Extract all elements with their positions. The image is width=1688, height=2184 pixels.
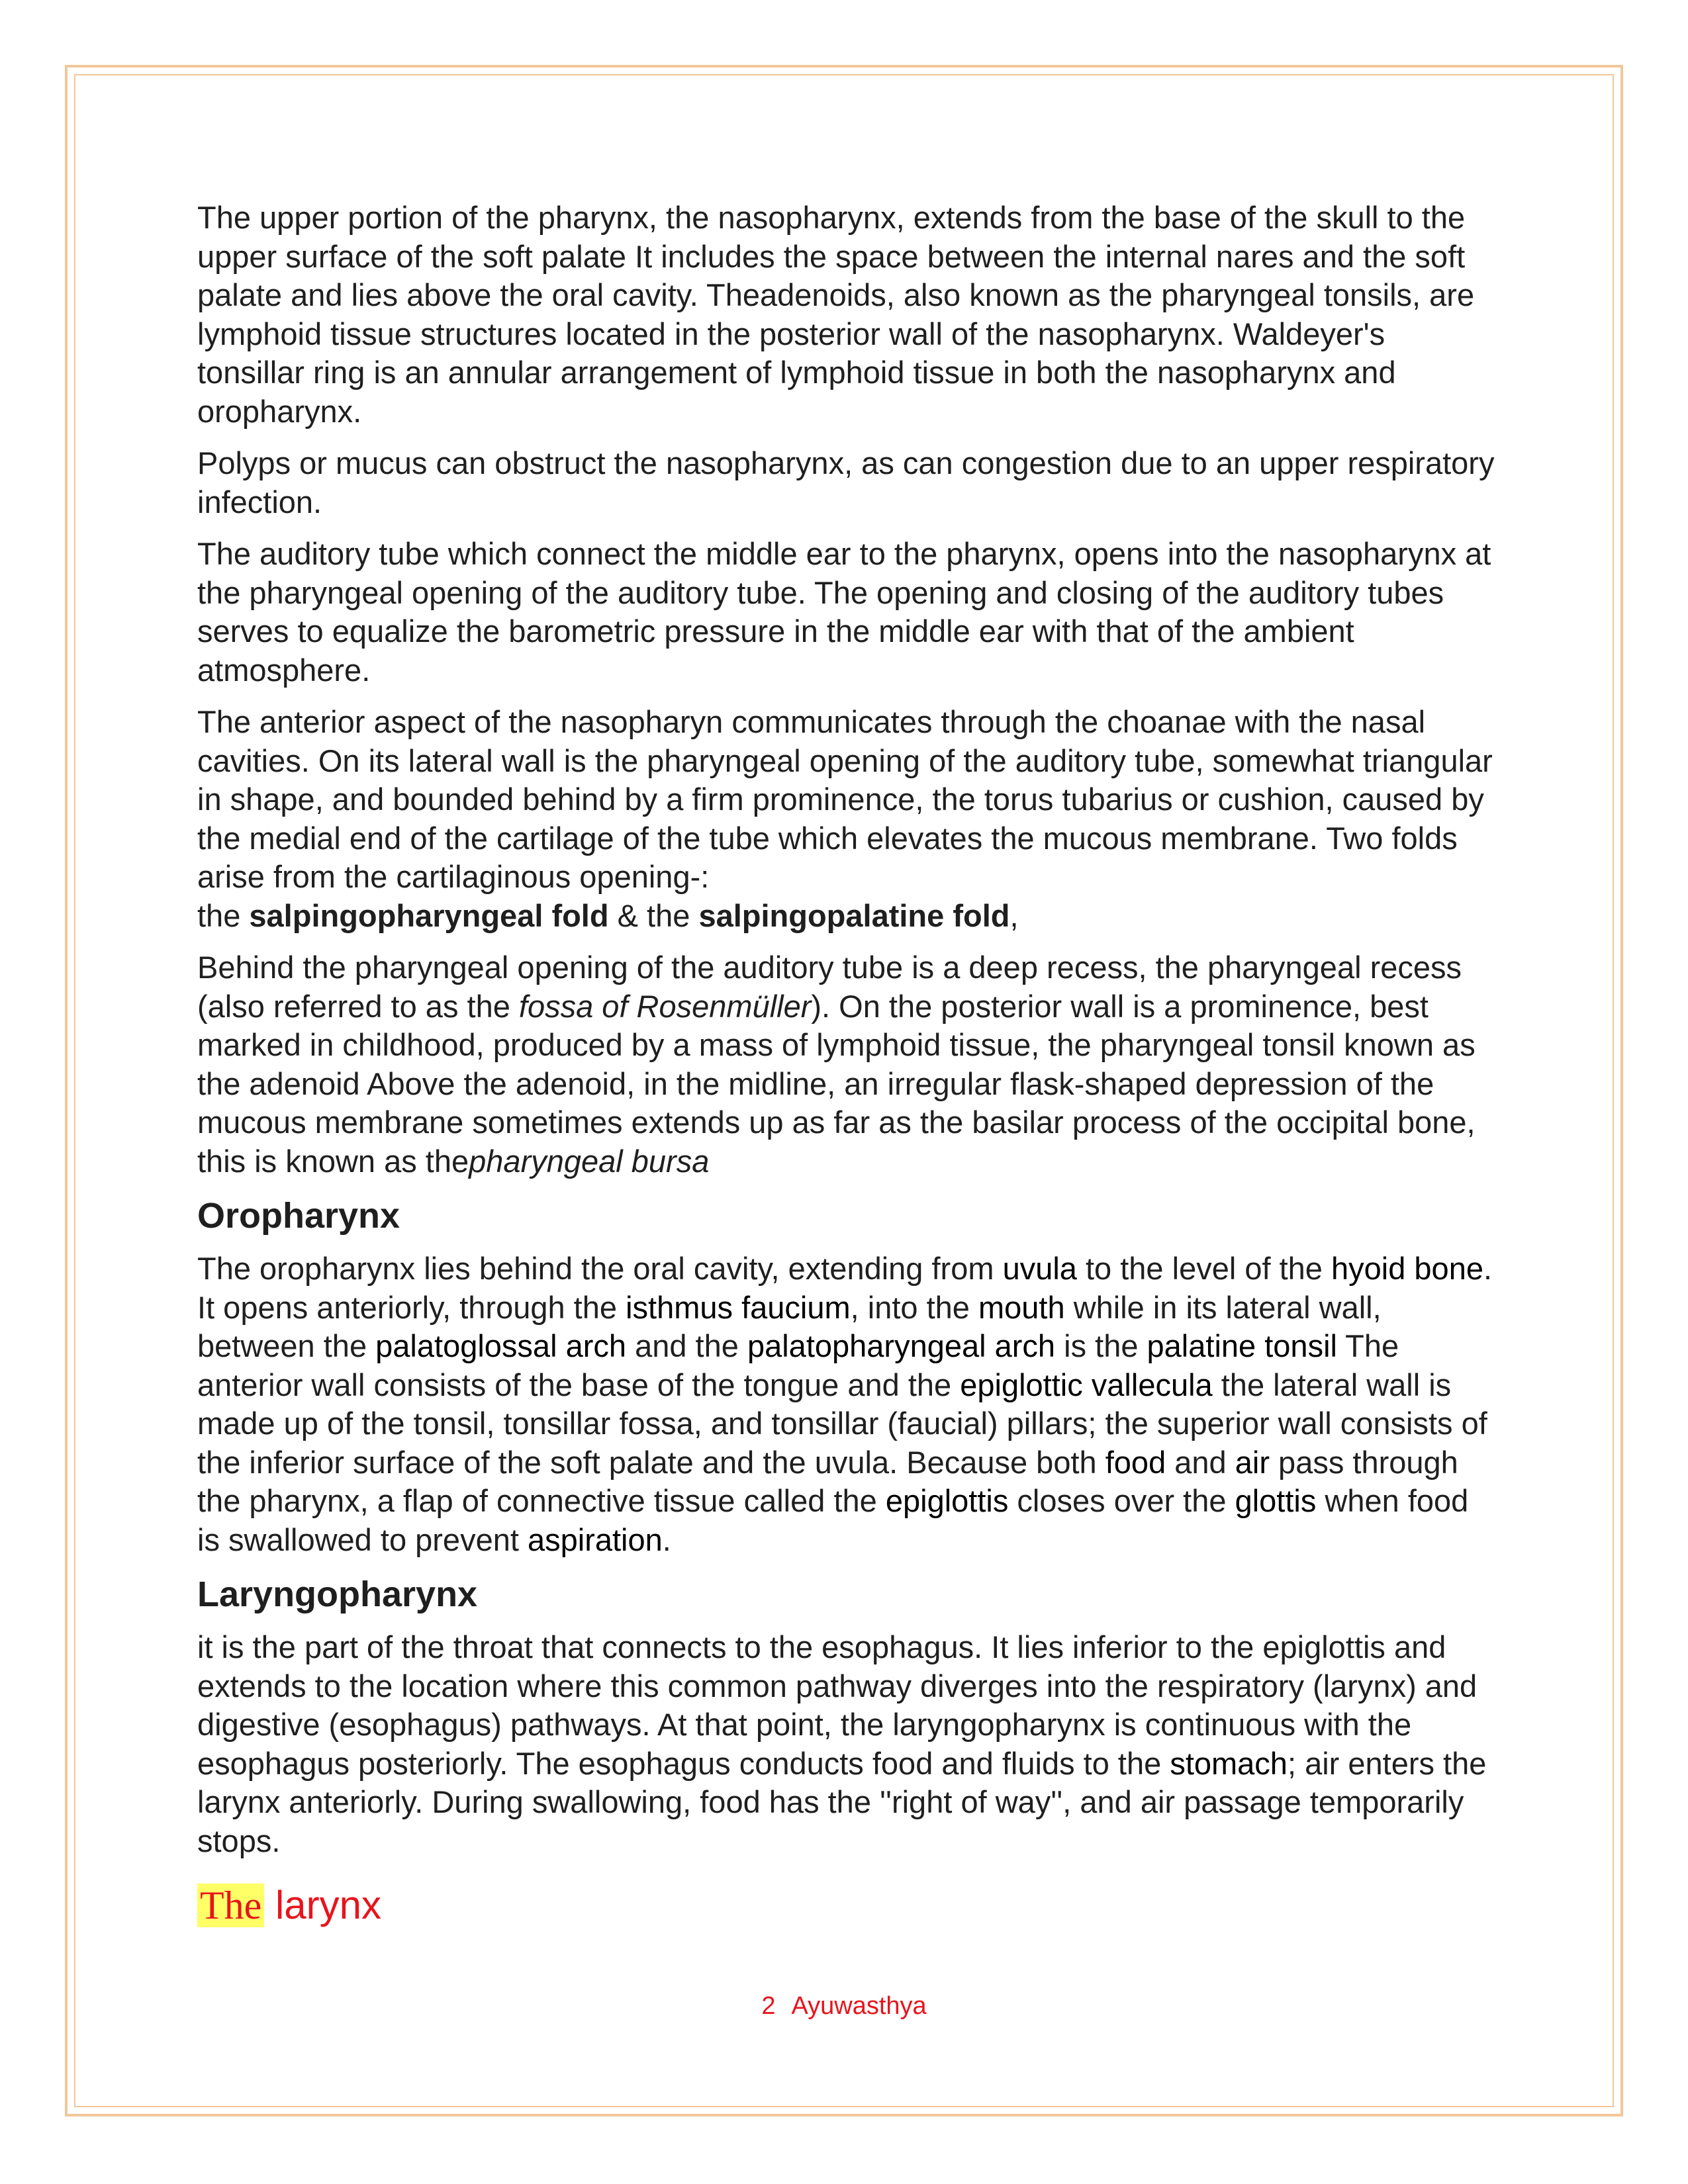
bold-term: salpingopharyngeal fold	[249, 897, 609, 933]
term: stomach	[1170, 1745, 1288, 1781]
term: mouth	[978, 1289, 1065, 1325]
term: air	[1235, 1444, 1270, 1480]
paragraph-text: it is the part of the throat that connects to the esophagus. It lies inferior to the epiglottis and extends to the location where this common pathway diverges into the respiratory (larynx) and digestive (esophagus) pathways. At that point, the laryngopharynx is continuous with the esophagus posteriorly. The esophagus conducts food and fluids to the	[197, 1629, 1477, 1781]
paragraph-text: ). On the posterior wall is a prominence, best marked in childhood, produced by a mass of lymphoid tissue, the pharyngeal tonsil known as the adenoid Above the adenoid, in the midline, an irregular flask-shaped depression of the mucous membrane sometimes extends up as far as the basilar process of the occipital bone, this is known as the	[197, 988, 1476, 1179]
heading-the-larynx	[197, 1880, 1495, 1931]
page-footer	[0, 1992, 1688, 2021]
italic-term: fossa of Rosenmüller	[518, 988, 812, 1024]
paragraph-text: The anterior aspect of the nasopharyn communicates through the choanae with the nasal cavities. On its lateral wall is the pharyngeal opening of the auditory tube, somewhat triangular in shape, and bounded behind by a firm prominence, the torus tubarius or cushion, caused by the medial end of the cartilage of the tube which elevates the mucous membrane. Two folds arise from the cartilaginous opening-:	[197, 704, 1493, 894]
term: isthmus faucium	[626, 1289, 851, 1325]
term: food	[1105, 1444, 1166, 1480]
paragraph-text: & the	[608, 897, 699, 933]
laryngopharynx-paragraph	[197, 1628, 1495, 1860]
oropharynx-paragraph	[197, 1250, 1495, 1559]
paragraph-text: The oropharynx lies behind the oral cavity, extending from	[197, 1251, 1003, 1286]
paragraph-text: .	[662, 1522, 671, 1557]
heading-oropharynx: Oropharynx	[197, 1196, 400, 1236]
paragraph-text: the	[197, 897, 250, 933]
term: palatopharyngeal arch	[747, 1328, 1056, 1363]
term: glottis	[1235, 1483, 1317, 1518]
term: epiglottis	[885, 1483, 1009, 1518]
nasopharynx-paragraph-1: The upper portion of the pharynx, the nasopharynx, extends from the base of the skull to the upper surface of the soft palate It includes the space between the internal nares and the soft palate and lies above the oral cavity. Theadenoids, also known as the pharyngeal tonsils, are lymphoid tissue structures located in the posterior wall of the nasopharynx. Waldeyer's tonsillar ring is an annular arrangement of lymphoid tissue in both the nasopharynx and oropharynx.	[197, 200, 1475, 429]
page-number: 2	[761, 1992, 776, 2020]
paragraph-text: The anterior wall consists of the base of the tongue and the	[197, 1328, 1399, 1402]
italic-term: pharyngeal bursa	[469, 1143, 710, 1179]
paragraph-text: and the	[626, 1328, 747, 1363]
term: hyoid bone	[1331, 1251, 1483, 1286]
footer-label: Ayuwasthya	[791, 1992, 927, 2020]
heading-laryngopharynx: Laryngopharynx	[197, 1574, 478, 1614]
term: epiglottic vallecula	[960, 1367, 1213, 1402]
term: palatine tonsil	[1147, 1328, 1337, 1363]
paragraph-text: and	[1166, 1444, 1235, 1480]
term: uvula	[1002, 1251, 1077, 1286]
nasopharynx-paragraph-4	[197, 703, 1495, 935]
paragraph-text: ; air enters the larynx anteriorly. During swallowing, food has the ''right of way'', and air passage temporarily stops.	[197, 1745, 1487, 1858]
heading-text: larynx	[264, 1883, 381, 1927]
paragraph-text: when food is swallowed to prevent	[197, 1483, 1469, 1557]
paragraph-text: ,	[1009, 897, 1019, 933]
nasopharynx-paragraph-2: Polyps or mucus can obstruct the nasopharynx, as can congestion due to an upper respiratory infection.	[197, 445, 1495, 520]
paragraph-text: the lateral wall is made up of the tonsil, tonsillar fossa, and tonsillar (faucial) pillars; the superior wall consists of the inferior surface of the soft palate and the uvula. Because both	[197, 1367, 1487, 1480]
document-body	[197, 199, 1495, 1931]
term: aspiration	[527, 1522, 663, 1557]
paragraph-text: while in its lateral wall, between the	[197, 1289, 1382, 1363]
bold-term: salpingopalatine fold	[698, 897, 1010, 933]
nasopharynx-paragraph-3: The auditory tube which connect the middle ear to the pharynx, opens into the nasopharynx at the pharyngeal opening of the auditory tube. The opening and closing of the auditory tubes serves to equalize the barometric pressure in the middle ear with that of the ambient atmosphere.	[197, 536, 1491, 688]
highlighted-word: The	[197, 1884, 264, 1927]
paragraph-text: is the	[1055, 1328, 1147, 1363]
term: palatoglossal arch	[375, 1328, 627, 1363]
paragraph-text: to the level of the	[1076, 1251, 1331, 1286]
paragraph-text: closes over the	[1008, 1483, 1235, 1518]
nasopharynx-paragraph-5	[197, 948, 1495, 1181]
paragraph-text: , into the	[850, 1289, 978, 1325]
paragraph-text: Behind the pharyngeal opening of the auditory tube is a deep recess, the pharyngeal recess (also referred to as the	[197, 950, 1462, 1024]
paragraph-text: . It opens anteriorly, through the	[197, 1251, 1493, 1325]
paragraph-text: pass through the pharynx, a flap of connective tissue called the	[197, 1444, 1458, 1518]
